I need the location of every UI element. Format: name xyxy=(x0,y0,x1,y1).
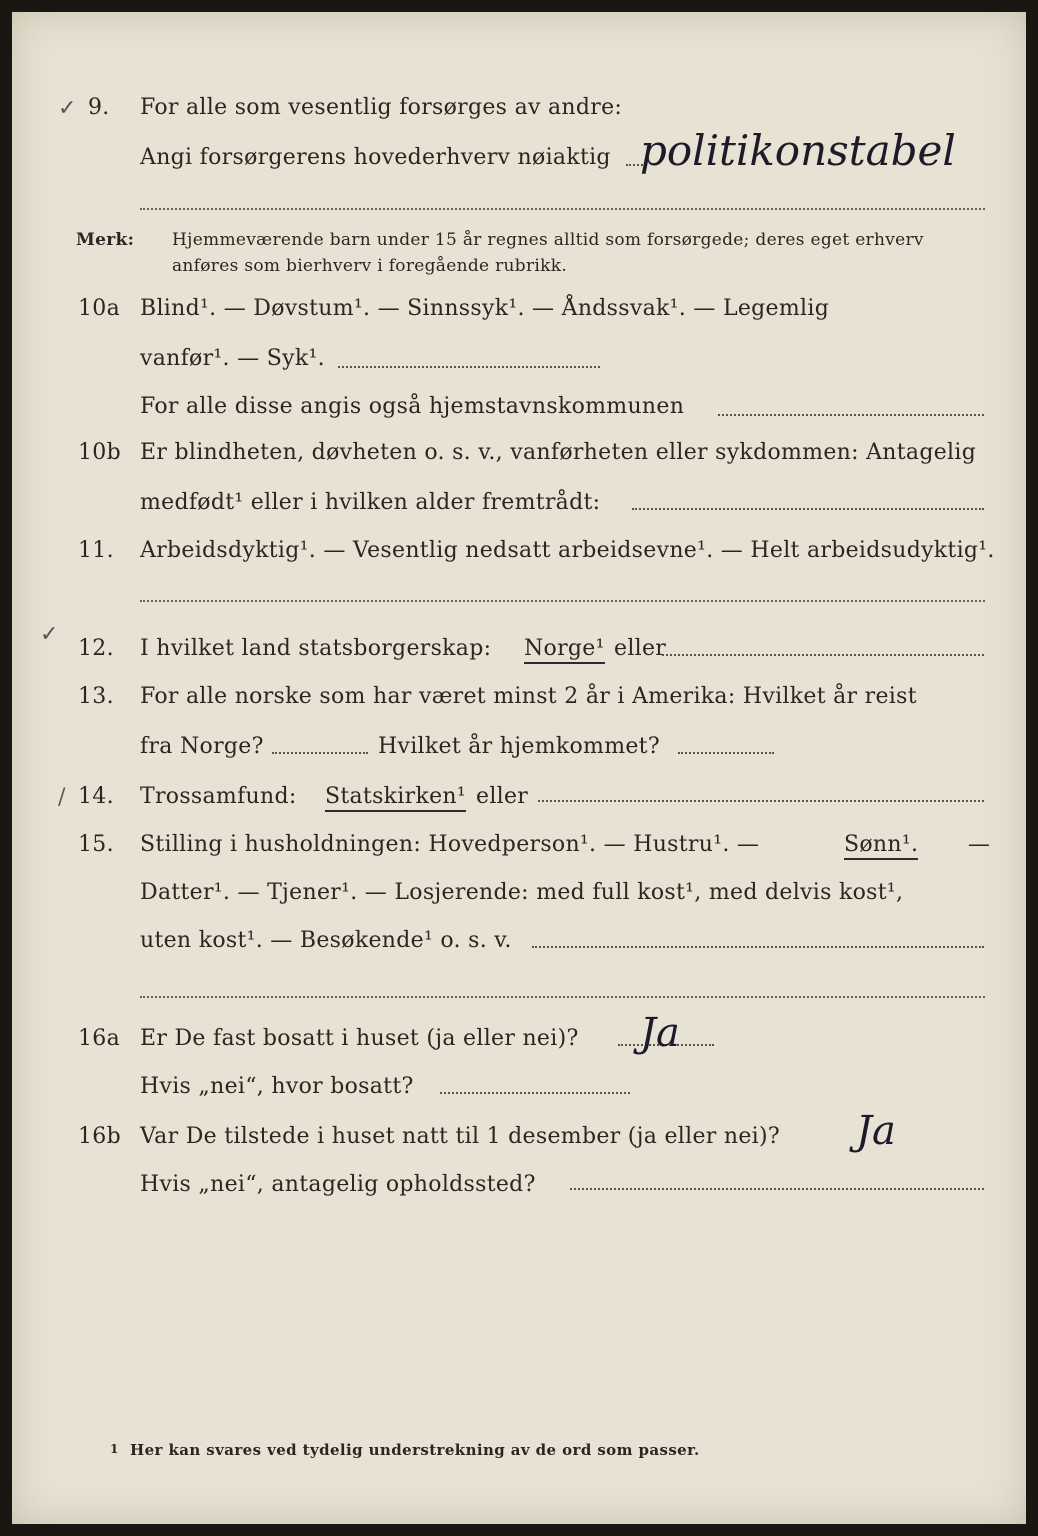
margin-slash-mark: / xyxy=(58,785,66,810)
q9-prompt-line2: Angi forsørgerens hovederhverv nøiaktig xyxy=(140,145,611,170)
q9-prompt-line1: For alle som vesentlig forsørges av andre: xyxy=(140,95,623,120)
q10a-hjemstavn-prompt: For alle disse angis også hjemstavnskommunen xyxy=(140,394,685,419)
q10a-number: 10a xyxy=(78,296,121,321)
merk-text-line1: Hjemmeværende barn under 15 år regnes alltid som forsørgede; deres eget erhverv xyxy=(172,230,924,250)
q14-prompt: Trossamfund: xyxy=(140,784,297,809)
q12-prompt: I hvilket land statsborgerskap: xyxy=(140,636,492,661)
merk-label: Merk: xyxy=(76,230,135,250)
q11-answer-line[interactable] xyxy=(140,600,985,602)
q16b-opholdssted-prompt: Hvis „nei“, antagelig opholdssted? xyxy=(140,1172,536,1197)
q10a-hjemstavn-answer-line[interactable] xyxy=(718,414,984,416)
q14-eller: eller xyxy=(476,784,529,809)
q16b-prompt: Var De tilstede i huset natt til 1 desember (ja eller nei)? xyxy=(140,1124,780,1149)
q12-eller: eller xyxy=(614,636,667,661)
q10b-prompt-line1: Er blindheten, døvheten o. s. v., vanførheten eller sykdommen: Antagelig xyxy=(140,440,977,465)
q15-option-sonn[interactable]: Sønn¹. xyxy=(844,832,918,860)
footnote-mark: 1 xyxy=(110,1442,119,1456)
q9-handwritten-answer[interactable]: politikonstabel xyxy=(640,126,956,175)
q12-answer-line[interactable] xyxy=(662,654,984,656)
q16a-bosatt-answer-line[interactable] xyxy=(440,1092,630,1094)
q10b-prompt-line2: medfødt¹ eller i hvilken alder fremtrådt: xyxy=(140,490,601,515)
q16a-handwritten-answer[interactable]: Ja xyxy=(640,1010,680,1056)
margin-check-mark: ✓ xyxy=(58,96,77,121)
q15-separator xyxy=(140,996,985,998)
q15-options-line3: uten kost¹. — Besøkende¹ o. s. v. xyxy=(140,928,512,953)
q13-reist-prompt: fra Norge? xyxy=(140,734,264,759)
q14-number: 14. xyxy=(78,784,114,809)
q15-options-line2: Datter¹. — Tjener¹. — Losjerende: med full kost¹, med delvis kost¹, xyxy=(140,880,904,905)
q13-reist-answer-line[interactable] xyxy=(272,752,368,754)
q16a-number: 16a xyxy=(78,1026,121,1051)
q10a-syk-answer-line[interactable] xyxy=(338,366,600,368)
q11-options: Arbeidsdyktig¹. — Vesentlig nedsatt arbeidsevne¹. — Helt arbeidsudyktig¹. xyxy=(140,538,995,563)
q16b-number: 16b xyxy=(78,1124,121,1149)
q10a-options-line2: vanfør¹. — Syk¹. xyxy=(140,346,325,371)
q10b-number: 10b xyxy=(78,440,121,465)
q15-dash: — xyxy=(968,832,991,857)
q13-number: 13. xyxy=(78,684,114,709)
q12-number: 12. xyxy=(78,636,114,661)
q13-hjemkommet-prompt: Hvilket år hjemkommet? xyxy=(378,734,660,759)
q13-hjemkommet-answer-line[interactable] xyxy=(678,752,774,754)
footnote-text: Her kan svares ved tydelig understrekning av de ord som passer. xyxy=(130,1441,700,1459)
q16a-bosatt-prompt: Hvis „nei“, hvor bosatt? xyxy=(140,1074,414,1099)
q10b-answer-line[interactable] xyxy=(632,508,984,510)
q14-answer-line[interactable] xyxy=(538,800,984,802)
merk-text-line2: anføres som bierhverv i foregående rubrikk. xyxy=(172,256,568,276)
q16b-answer-line[interactable] xyxy=(570,1188,984,1190)
q16a-prompt: Er De fast bosatt i huset (ja eller nei)? xyxy=(140,1026,579,1051)
q16b-handwritten-answer[interactable]: Ja xyxy=(856,1108,896,1154)
q14-option-statskirken[interactable]: Statskirken¹ xyxy=(325,784,466,812)
margin-check-mark: ✓ xyxy=(40,622,59,647)
q10a-options-line1: Blind¹. — Døvstum¹. — Sinnssyk¹. — Åndssvak¹. — Legemlig xyxy=(140,296,830,321)
q15-options-line1: Stilling i husholdningen: Hovedperson¹. — Hustru¹. — xyxy=(140,832,760,857)
q15-answer-line[interactable] xyxy=(532,946,984,948)
q9-separator xyxy=(140,208,985,210)
q9-number: 9. xyxy=(88,95,110,120)
q11-number: 11. xyxy=(78,538,114,563)
q12-option-norge[interactable]: Norge¹ xyxy=(524,636,605,664)
q13-prompt-line1: For alle norske som har været minst 2 år i Amerika: Hvilket år reist xyxy=(140,684,917,709)
q15-number: 15. xyxy=(78,832,114,857)
